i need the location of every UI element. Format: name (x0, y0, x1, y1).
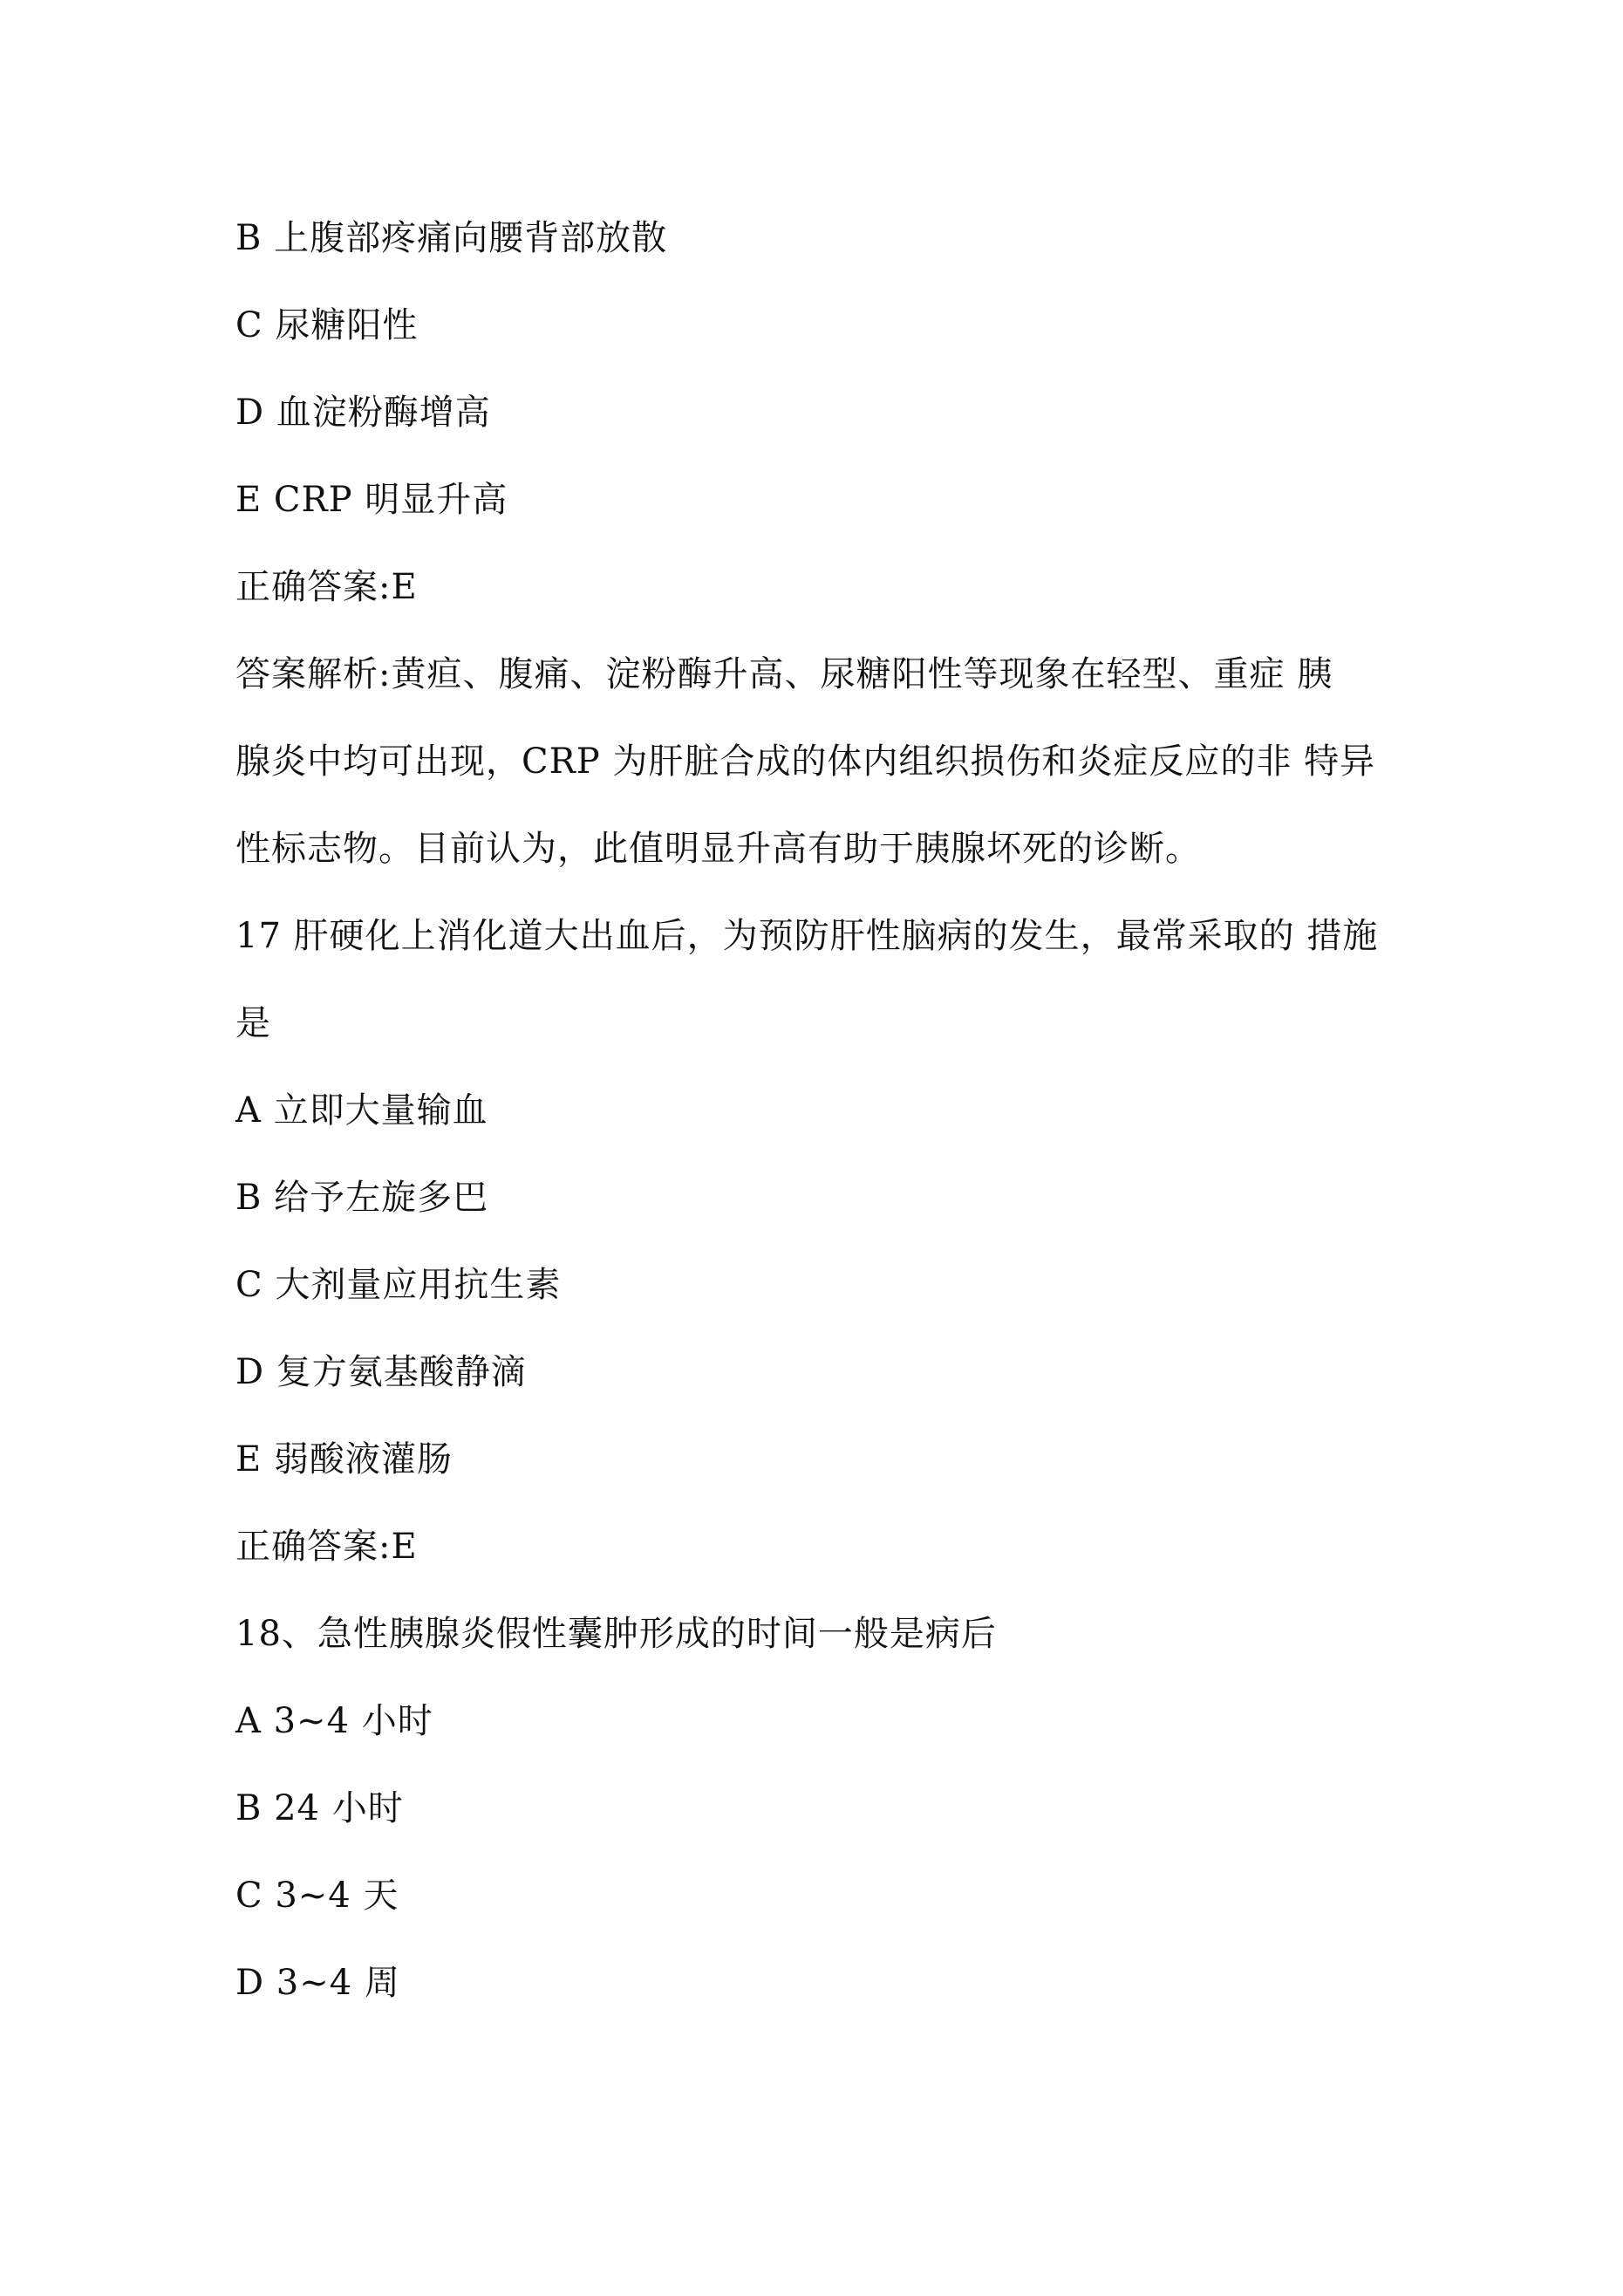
q17-option-a: A 立即大量输血 (235, 1090, 488, 1131)
q16-option-d: D 血淀粉酶增高 (235, 393, 491, 433)
q18-option-d: D 3~4 周 (235, 1963, 400, 2003)
q18-option-c: C 3~4 天 (235, 1876, 399, 1916)
q17-option-c: C 大剂量应用抗生素 (235, 1265, 562, 1305)
q16-option-e: E CRP 明显升高 (235, 480, 508, 520)
q17-option-e: E 弱酸液灌肠 (235, 1439, 453, 1479)
q16-analysis-line-1: 答案解析:黄疸、腹痛、淀粉酶升高、尿糖阳性等现象在轻型、重症 胰 (235, 654, 1333, 694)
q17-option-d: D 复方氨基酸静滴 (235, 1352, 527, 1392)
q18-option-a: A 3~4 小时 (235, 1701, 433, 1741)
q17-option-b: B 给予左旋多巴 (235, 1178, 489, 1218)
q17-question-line-2: 是 (235, 1003, 271, 1043)
q16-option-b: B 上腹部疼痛向腰背部放散 (235, 218, 668, 258)
q17-answer: 正确答案:E (235, 1527, 418, 1567)
q17-question-line-1: 17 肝硬化上消化道大出血后，为预防肝性脑病的发生，最常采取的 措施 (235, 916, 1379, 956)
q18-question: 18、急性胰腺炎假性囊肿形成的时间一般是病后 (235, 1614, 997, 1654)
q16-analysis-line-3: 性标志物。目前认为，此值明显升高有助于胰腺坏死的诊断。 (235, 829, 1201, 869)
q16-answer: 正确答案:E (235, 567, 418, 607)
q16-analysis-line-2: 腺炎中均可出现，CRP 为肝脏合成的体内组织损伤和炎症反应的非 特异 (235, 741, 1376, 782)
q16-option-c: C 尿糖阳性 (235, 305, 419, 345)
q18-option-b: B 24 小时 (235, 1788, 404, 1828)
